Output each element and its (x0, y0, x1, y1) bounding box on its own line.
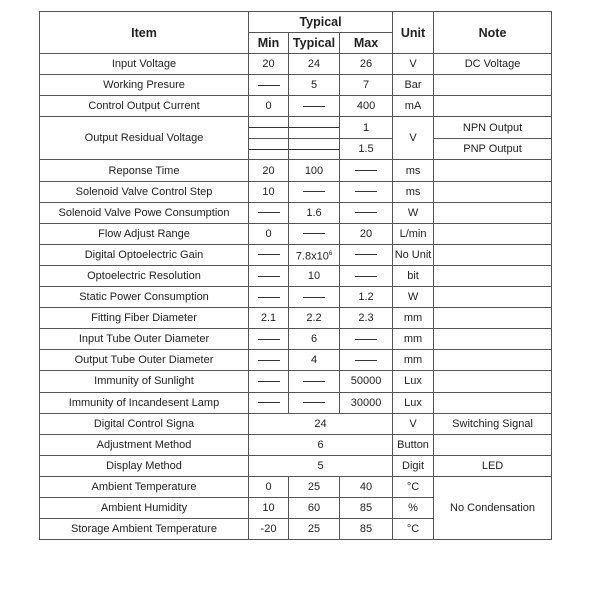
item-cell: Storage Ambient Temperature (40, 519, 249, 540)
max-cell: 2.3 (340, 308, 393, 329)
unit-cell: mm (393, 329, 434, 350)
max-cell (340, 244, 393, 265)
item-cell: Control Output Current (40, 96, 249, 117)
note-cell (434, 96, 552, 117)
typ-cell: 100 (289, 160, 340, 181)
dash-mark (303, 381, 325, 382)
dash-mark (258, 381, 280, 382)
min-cell (249, 244, 289, 265)
dash-mark (258, 339, 280, 340)
note-cell: DC Voltage (434, 54, 552, 75)
table-row (40, 329, 552, 350)
max-cell: 20 (340, 223, 393, 244)
dash-mark (355, 276, 377, 277)
max-cell: 85 (340, 497, 393, 518)
unit-cell: Digit (393, 455, 434, 476)
dash-mark (355, 212, 377, 213)
max-cell (340, 202, 393, 223)
item-cell: Ambient Humidity (40, 497, 249, 518)
dash-mark (258, 276, 280, 277)
note-cell: No Condensation (434, 476, 552, 539)
typ-cell: 5 (289, 75, 340, 96)
min-cell: 2.1 (249, 308, 289, 329)
item-cell: Static Power Consumption (40, 287, 249, 308)
dash-mark (258, 360, 280, 361)
max-cell: 40 (340, 476, 393, 497)
header-note: Note (434, 12, 552, 54)
typ-value (289, 138, 339, 160)
max-cell: 1.2 (340, 287, 393, 308)
max-cell (340, 117, 393, 160)
table-row (40, 96, 552, 117)
item-cell: Digital Control Signa (40, 413, 249, 434)
item-cell: Input Tube Outer Diameter (40, 329, 249, 350)
item-cell: Immunity of Incandesent Lamp (40, 392, 249, 413)
table-row (40, 455, 552, 476)
unit-cell: Bar (393, 75, 434, 96)
spec-sheet (39, 11, 551, 540)
typ-cell: 25 (289, 476, 340, 497)
table-row (40, 434, 552, 455)
typ-cell: 6 (289, 329, 340, 350)
typ-cell (289, 96, 340, 117)
max-cell (340, 265, 393, 286)
table-row (40, 265, 552, 286)
max-cell: 26 (340, 54, 393, 75)
dash-mark (258, 254, 280, 255)
item-cell: Solenoid Valve Powe Consumption (40, 202, 249, 223)
unit-cell: Button (393, 434, 434, 455)
item-cell: Output Residual Voltage (40, 117, 249, 160)
typ-cell: 2.2 (289, 308, 340, 329)
typ-cell (289, 287, 340, 308)
item-cell: Immunity of Sunlight (40, 371, 249, 392)
dash-mark (355, 191, 377, 192)
typ-cell (289, 117, 340, 160)
min-value (249, 117, 288, 138)
unit-cell: ms (393, 160, 434, 181)
typ-cell: 10 (289, 265, 340, 286)
note-cell (434, 287, 552, 308)
max-value: 1 (362, 121, 370, 134)
note-cell (434, 223, 552, 244)
table-row (40, 476, 552, 497)
table-row (40, 350, 552, 371)
unit-cell: ms (393, 181, 434, 202)
min-cell (249, 202, 289, 223)
header-typical-group: Typical (249, 12, 393, 33)
max-value: 1.5 (340, 138, 392, 160)
typ-cell (289, 371, 340, 392)
item-cell: Flow Adjust Range (40, 223, 249, 244)
min-cell: -20 (249, 519, 289, 540)
item-cell: Adjustment Method (40, 434, 249, 455)
header-item: Item (40, 12, 249, 54)
note-value: PNP Output (434, 138, 551, 160)
item-cell: Optoelectric Resolution (40, 265, 249, 286)
min-cell (249, 117, 289, 160)
table-row (40, 308, 552, 329)
dash-mark (355, 170, 377, 171)
typ-cell (289, 223, 340, 244)
unit-cell: mA (393, 96, 434, 117)
merged-value-cell: 24 (249, 413, 393, 434)
item-cell: Working Presure (40, 75, 249, 96)
typ-value (289, 117, 339, 138)
max-cell (340, 160, 393, 181)
table-row (40, 54, 552, 75)
merged-value-cell: 5 (249, 455, 393, 476)
table-row (40, 287, 552, 308)
unit-cell: mm (393, 350, 434, 371)
dash-mark (289, 149, 339, 150)
spec-table (39, 11, 552, 540)
dash-mark (258, 297, 280, 298)
min-cell (249, 371, 289, 392)
dash-mark (355, 339, 377, 340)
dash-mark (249, 127, 288, 128)
typ-cell: 24 (289, 54, 340, 75)
max-cell (340, 181, 393, 202)
unit-cell: W (393, 287, 434, 308)
note-cell (434, 329, 552, 350)
table-row (40, 202, 552, 223)
item-cell: Reponse Time (40, 160, 249, 181)
dash-mark (289, 127, 339, 128)
unit-cell: mm (393, 308, 434, 329)
dash-mark (258, 85, 280, 86)
typ-cell (289, 392, 340, 413)
table-row (40, 371, 552, 392)
note-cell: LED (434, 455, 552, 476)
note-cell (434, 265, 552, 286)
item-cell: Input Voltage (40, 54, 249, 75)
unit-cell: Lux (393, 392, 434, 413)
table-row (40, 160, 552, 181)
note-cell (434, 160, 552, 181)
min-cell: 0 (249, 476, 289, 497)
note-cell (434, 202, 552, 223)
typ-cell (289, 181, 340, 202)
max-cell: 85 (340, 519, 393, 540)
unit-cell: V (393, 117, 434, 160)
note-cell (434, 308, 552, 329)
header-max: Max (340, 33, 393, 54)
min-cell: 20 (249, 54, 289, 75)
dash-mark (355, 254, 377, 255)
header-unit: Unit (393, 12, 434, 54)
item-cell: Digital Optoelectric Gain (40, 244, 249, 265)
min-cell (249, 329, 289, 350)
dash-mark (355, 360, 377, 361)
table-row (40, 223, 552, 244)
typ-cell: 4 (289, 350, 340, 371)
typ-cell: 60 (289, 497, 340, 518)
typ-cell: $7.8x10^6$ (289, 244, 340, 265)
note-cell (434, 244, 552, 265)
min-cell: 10 (249, 181, 289, 202)
merged-value-cell: 6 (249, 434, 393, 455)
unit-cell: L/min (393, 223, 434, 244)
item-cell: Fitting Fiber Diameter (40, 308, 249, 329)
note-cell (434, 117, 552, 160)
note-cell (434, 434, 552, 455)
note-cell (434, 392, 552, 413)
dash-mark (303, 106, 325, 107)
min-cell (249, 265, 289, 286)
max-cell: 7 (340, 75, 393, 96)
table-row (40, 117, 552, 160)
note-cell: Switching Signal (434, 413, 552, 434)
dash-mark (258, 212, 280, 213)
typ-cell: 25 (289, 519, 340, 540)
note-value: NPN Output (462, 121, 523, 134)
spec-table-body (40, 54, 552, 540)
note-cell (434, 350, 552, 371)
table-row (40, 392, 552, 413)
unit-cell: bit (393, 265, 434, 286)
unit-cell: V (393, 54, 434, 75)
unit-cell: V (393, 413, 434, 434)
min-cell (249, 75, 289, 96)
header-min: Min (249, 33, 289, 54)
min-cell: 0 (249, 96, 289, 117)
dash-mark (249, 149, 288, 150)
dash-mark (303, 297, 325, 298)
note-cell (434, 371, 552, 392)
item-cell: Display Method (40, 455, 249, 476)
min-cell (249, 350, 289, 371)
min-cell: 10 (249, 497, 289, 518)
item-cell: Solenoid Valve Control Step (40, 181, 249, 202)
dash-mark (258, 402, 280, 403)
item-cell: Ambient Temperature (40, 476, 249, 497)
max-cell: 30000 (340, 392, 393, 413)
table-row (40, 413, 552, 434)
table-row (40, 75, 552, 96)
note-cell (434, 181, 552, 202)
item-cell: Output Tube Outer Diameter (40, 350, 249, 371)
dash-mark (303, 402, 325, 403)
header-row (40, 12, 552, 33)
header-typical: Typical (289, 33, 340, 54)
unit-cell: Lux (393, 371, 434, 392)
typ-cell: 1.6 (289, 202, 340, 223)
unit-cell: °C (393, 476, 434, 497)
min-value (249, 138, 288, 160)
unit-cell: % (393, 497, 434, 518)
exponent: 6 (328, 250, 333, 257)
min-cell: 20 (249, 160, 289, 181)
unit-cell: °C (393, 519, 434, 540)
dash-mark (303, 233, 325, 234)
max-cell: 400 (340, 96, 393, 117)
min-cell: 0 (249, 223, 289, 244)
unit-cell: W (393, 202, 434, 223)
max-cell (340, 329, 393, 350)
table-row (40, 181, 552, 202)
unit-cell: No Unit (393, 244, 434, 265)
table-row (40, 244, 552, 265)
dash-mark (303, 191, 325, 192)
note-cell (434, 75, 552, 96)
min-cell (249, 392, 289, 413)
min-cell (249, 287, 289, 308)
max-cell (340, 350, 393, 371)
max-cell: 50000 (340, 371, 393, 392)
